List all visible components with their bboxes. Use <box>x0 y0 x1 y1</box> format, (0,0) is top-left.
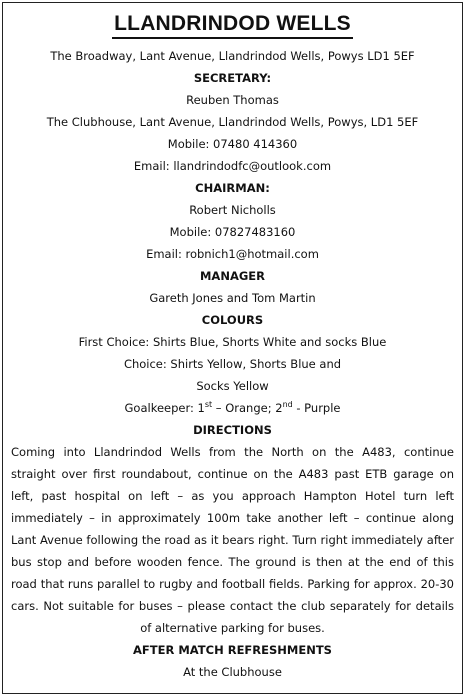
club-title: LLANDRINDOD WELLS <box>112 11 353 39</box>
secretary-heading: SECRETARY: <box>193 71 272 85</box>
goalkeeper-colours <box>9 397 456 419</box>
gk-first-sup: st <box>204 400 213 410</box>
document-frame <box>2 2 463 694</box>
secretary-name: Reuben Thomas <box>186 93 279 107</box>
manager-names: Gareth Jones and Tom Martin <box>149 291 316 305</box>
directions-heading: DIRECTIONS <box>193 423 272 437</box>
gk-second-rest: - Purple <box>292 401 341 415</box>
colours-second-choice-line1: Choice: Shirts Yellow, Shorts Blue and <box>123 357 342 371</box>
refreshments-location: At the Clubhouse <box>183 665 282 679</box>
chairman-name: Robert Nicholls <box>189 203 276 217</box>
directions-text: Coming into Llandrindod Wells from the North on the A483, continue straight over first roundabout, continue on the A483 past ETB garage on left, past hospital on left – as you approach Hampton Hotel turn left immediately – in approximately 100m take another left – continue along Lant Avenue following the road as it bears right. Turn right immediately after bus stop and before wooden fence. The ground is then at the end of this road that runs parallel to rugby and football fields. Parking for approx. 20-30 cars. Not suitable for buses – please contact the club separately for details of alternative parking for buses. <box>11 445 454 635</box>
colours-second-choice-line2: Socks Yellow <box>196 379 269 393</box>
refreshments-heading: AFTER MATCH REFRESHMENTS <box>133 643 332 657</box>
colours-heading: COLOURS <box>201 313 264 327</box>
chairman-heading: CHAIRMAN: <box>195 181 270 195</box>
chairman-email: Email: robnich1@hotmail.com <box>146 247 319 261</box>
title-wrap <box>9 9 456 45</box>
gk-second-sup: nd <box>282 400 293 410</box>
chairman-mobile: Mobile: 07827483160 <box>169 225 296 239</box>
gk-label: Goalkeeper: 1 <box>124 401 205 415</box>
secretary-email: Email: llandrindodfc@outlook.com <box>133 159 332 173</box>
manager-heading: MANAGER <box>199 269 266 283</box>
secretary-address: The Clubhouse, Lant Avenue, Llandrindod Wells, Powys, LD1 5EF <box>46 115 419 129</box>
club-info <box>9 9 456 683</box>
secretary-mobile: Mobile: 07480 414360 <box>167 137 298 151</box>
gk-first-rest: – Orange; 2 <box>212 401 283 415</box>
colours-first-choice: First Choice: Shirts Blue, Shorts White and socks Blue <box>78 335 387 349</box>
ground-address: The Broadway, Lant Avenue, Llandrindod Wells, Powys LD1 5EF <box>50 49 415 63</box>
